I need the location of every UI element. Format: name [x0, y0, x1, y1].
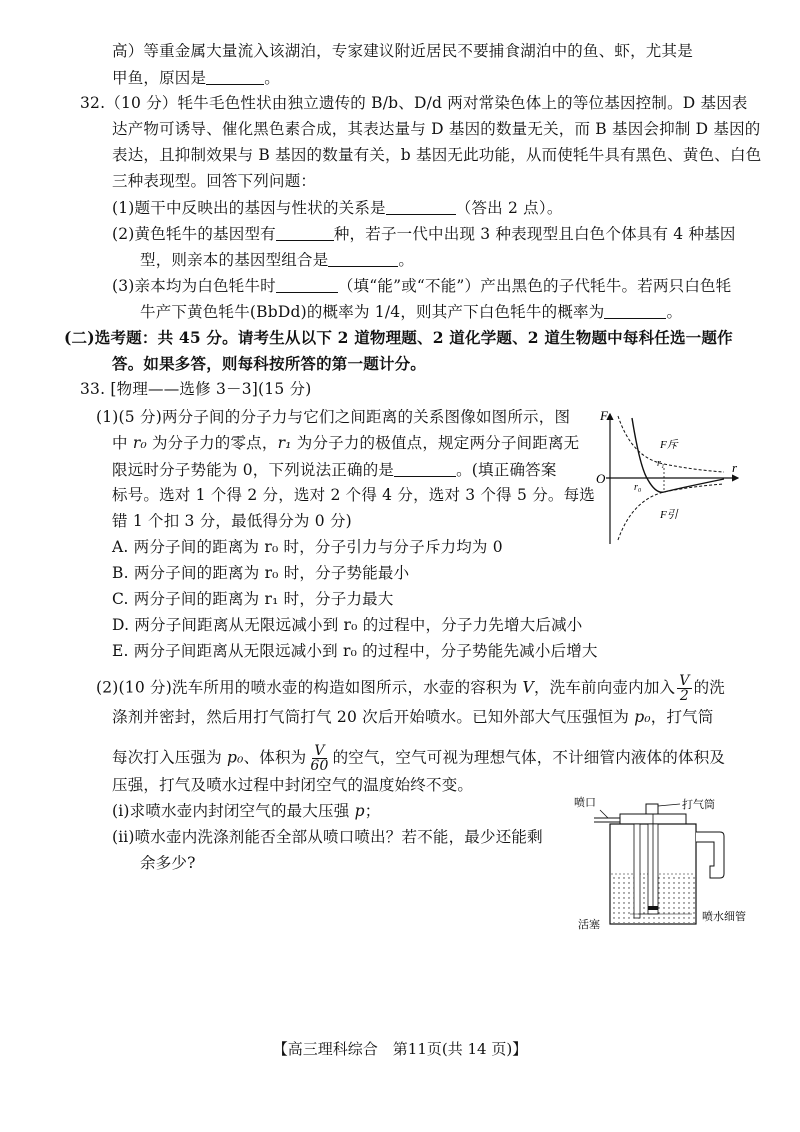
fraction-v-over-2: $\frac{V}{2}$	[679, 673, 690, 704]
option-d: D. 两分子间距离从无限远减小到 r₀ 的过程中，分子力先增大后减小	[112, 616, 583, 634]
intro-line-2: 甲鱼，原因是 。	[112, 69, 280, 87]
r1-label: r₁	[657, 458, 665, 469]
q32-part-3: (3)亲本均为白色牦牛时 （填“能”或“不能”）产出黑色的子代牦牛。若两只白色牦	[112, 277, 732, 295]
option-a: A. 两分子间的距离为 r₀ 时，分子引力与分子斥力均为 0	[112, 538, 503, 556]
attraction-label: F引	[660, 509, 678, 521]
q33-heading: 33. [物理——选修 3－3](15 分)	[80, 380, 312, 398]
intro-line-1: 高）等重金属大量流入该湖泊，专家建议附近居民不要捕食湖泊中的鱼、虾，尤其是	[112, 42, 693, 60]
y-axis-label: F	[600, 408, 608, 423]
r0-label: r₀	[634, 482, 642, 493]
q32-part-3-cont: 牛产下黄色牦牛(BbDd)的概率为 1/4，则其产下白色牦牛的概率为 。	[140, 303, 683, 321]
q33-1-line-2: 中 r₀ 为分子力的零点，r₁ 为分子力的极值点，规定两分子间距离无	[112, 434, 580, 452]
repulsion-label: F斥	[660, 439, 678, 451]
q33-2-line-3: 每次打入压强为 p₀、体积为 $\frac{V}{60}$ 的空气，空气可视为理想气体，不计细管内液体的体积及	[112, 743, 726, 774]
q33-2-line-1: (2)(10 分)洗车所用的喷水壶的构造如图所示，水壶的容积为 V，洗车前向壶内加入 $\frac{V}{2}$ 的洗	[96, 673, 725, 704]
q32-part-2: (2)黄色牦牛的基因型有 种，若子一代中出现 3 种表现型且白色个体具有 4 种基因	[112, 225, 736, 243]
fraction-v-over-60: $\frac{V}{60}$	[310, 743, 329, 774]
piston-label: 活塞	[578, 918, 600, 931]
x-axis-label: r	[732, 460, 738, 475]
q33-1-line-4: 标号。选对 1 个得 2 分，选对 2 个得 4 分，选对 3 个得 5 分。每选	[112, 486, 595, 504]
q33-2-sub-ii-1: (ⅱ)喷水壶内洗涤剂能否全部从喷口喷出？若不能，最少还能剩	[112, 828, 543, 846]
section-2-heading-1: (二)选考题：共 45 分。请考生从以下 2 道物理题、2 道化学题、2 道生物题中每科任选一题作	[64, 328, 733, 347]
sprayer-diagram	[572, 796, 764, 932]
q33-1-line-5: 错 1 个扣 3 分，最低得分为 0 分)	[112, 512, 352, 530]
tube-label: 喷水细管	[702, 910, 746, 923]
spray-tube	[634, 824, 640, 918]
option-e: E. 两分子间距离从无限远减小到 r₀ 的过程中，分子势能先减小后增大	[112, 642, 598, 660]
q33-2-line-2: 涤剂并密封，然后用打气筒打气 20 次后开始喷水。已知外部大气压强恒为 p₀，打气筒	[112, 708, 714, 726]
answer-blank[interactable]	[604, 304, 666, 319]
section-2-heading-2: 答。如果多答，则每科按所答的第一题计分。	[112, 354, 427, 373]
q33-1-line-1: (1)(5 分)两分子间的分子力与它们之间距离的关系图像如图所示，图	[96, 408, 571, 426]
q32-part-2-cont: 型，则亲本的基因型组合是 。	[140, 251, 415, 269]
pump-label: 打气筒	[682, 798, 715, 811]
q32-line-3: 表达，且抑制效果与 B 基因的数量有关，b 基因无此功能，从而使牦牛具有黑色、黄色、白色	[112, 146, 762, 164]
option-c: C. 两分子间的距离为 r₁ 时，分子力最大	[112, 590, 394, 608]
origin-label: O	[596, 471, 606, 486]
q32-line-1: 32.（10 分）牦牛毛色性状由独立遗传的 B/b、D/d 两对常染色体上的等位基因控制。D 基因表	[80, 94, 748, 112]
q32-line-4: 三种表现型。回答下列问题：	[112, 172, 317, 190]
option-b: B. 两分子间的距离为 r₀ 时，分子势能最小	[112, 564, 410, 582]
page-footer: 【高三理科综合 第11页(共 14 页)】	[272, 1040, 528, 1058]
q32-line-2: 达产物可诱导、催化黑色素合成，其表达量与 D 基因的数量无关，而 B 基因会抑制 D 基因的	[112, 120, 761, 138]
pump-handle	[646, 804, 658, 814]
q33-1-line-3: 限远时分子势能为 0，下列说法正确的是 。(填正确答案	[112, 461, 557, 479]
answer-blank[interactable]	[206, 70, 264, 85]
answer-blank[interactable]	[276, 278, 338, 293]
q32-part-1: (1)题干中反映出的基因与性状的关系是 （答出 2 点）。	[112, 199, 563, 217]
answer-blank[interactable]	[394, 462, 456, 477]
answer-blank[interactable]	[328, 252, 398, 267]
side-handle	[696, 832, 724, 878]
q33-2-sub-i: (ⅰ)求喷水壶内封闭空气的最大压强 p；	[112, 802, 381, 820]
answer-blank[interactable]	[276, 226, 334, 241]
q33-2-sub-ii-2: 余多少?	[140, 854, 196, 872]
q33-2-line-4: 压强，打气及喷水过程中封闭空气的温度始终不变。	[112, 776, 474, 794]
piston	[648, 906, 658, 910]
molecular-force-graph	[584, 408, 744, 548]
net-force-curve	[632, 418, 724, 492]
nozzle-label: 喷口	[574, 796, 596, 809]
answer-blank[interactable]	[386, 200, 456, 215]
